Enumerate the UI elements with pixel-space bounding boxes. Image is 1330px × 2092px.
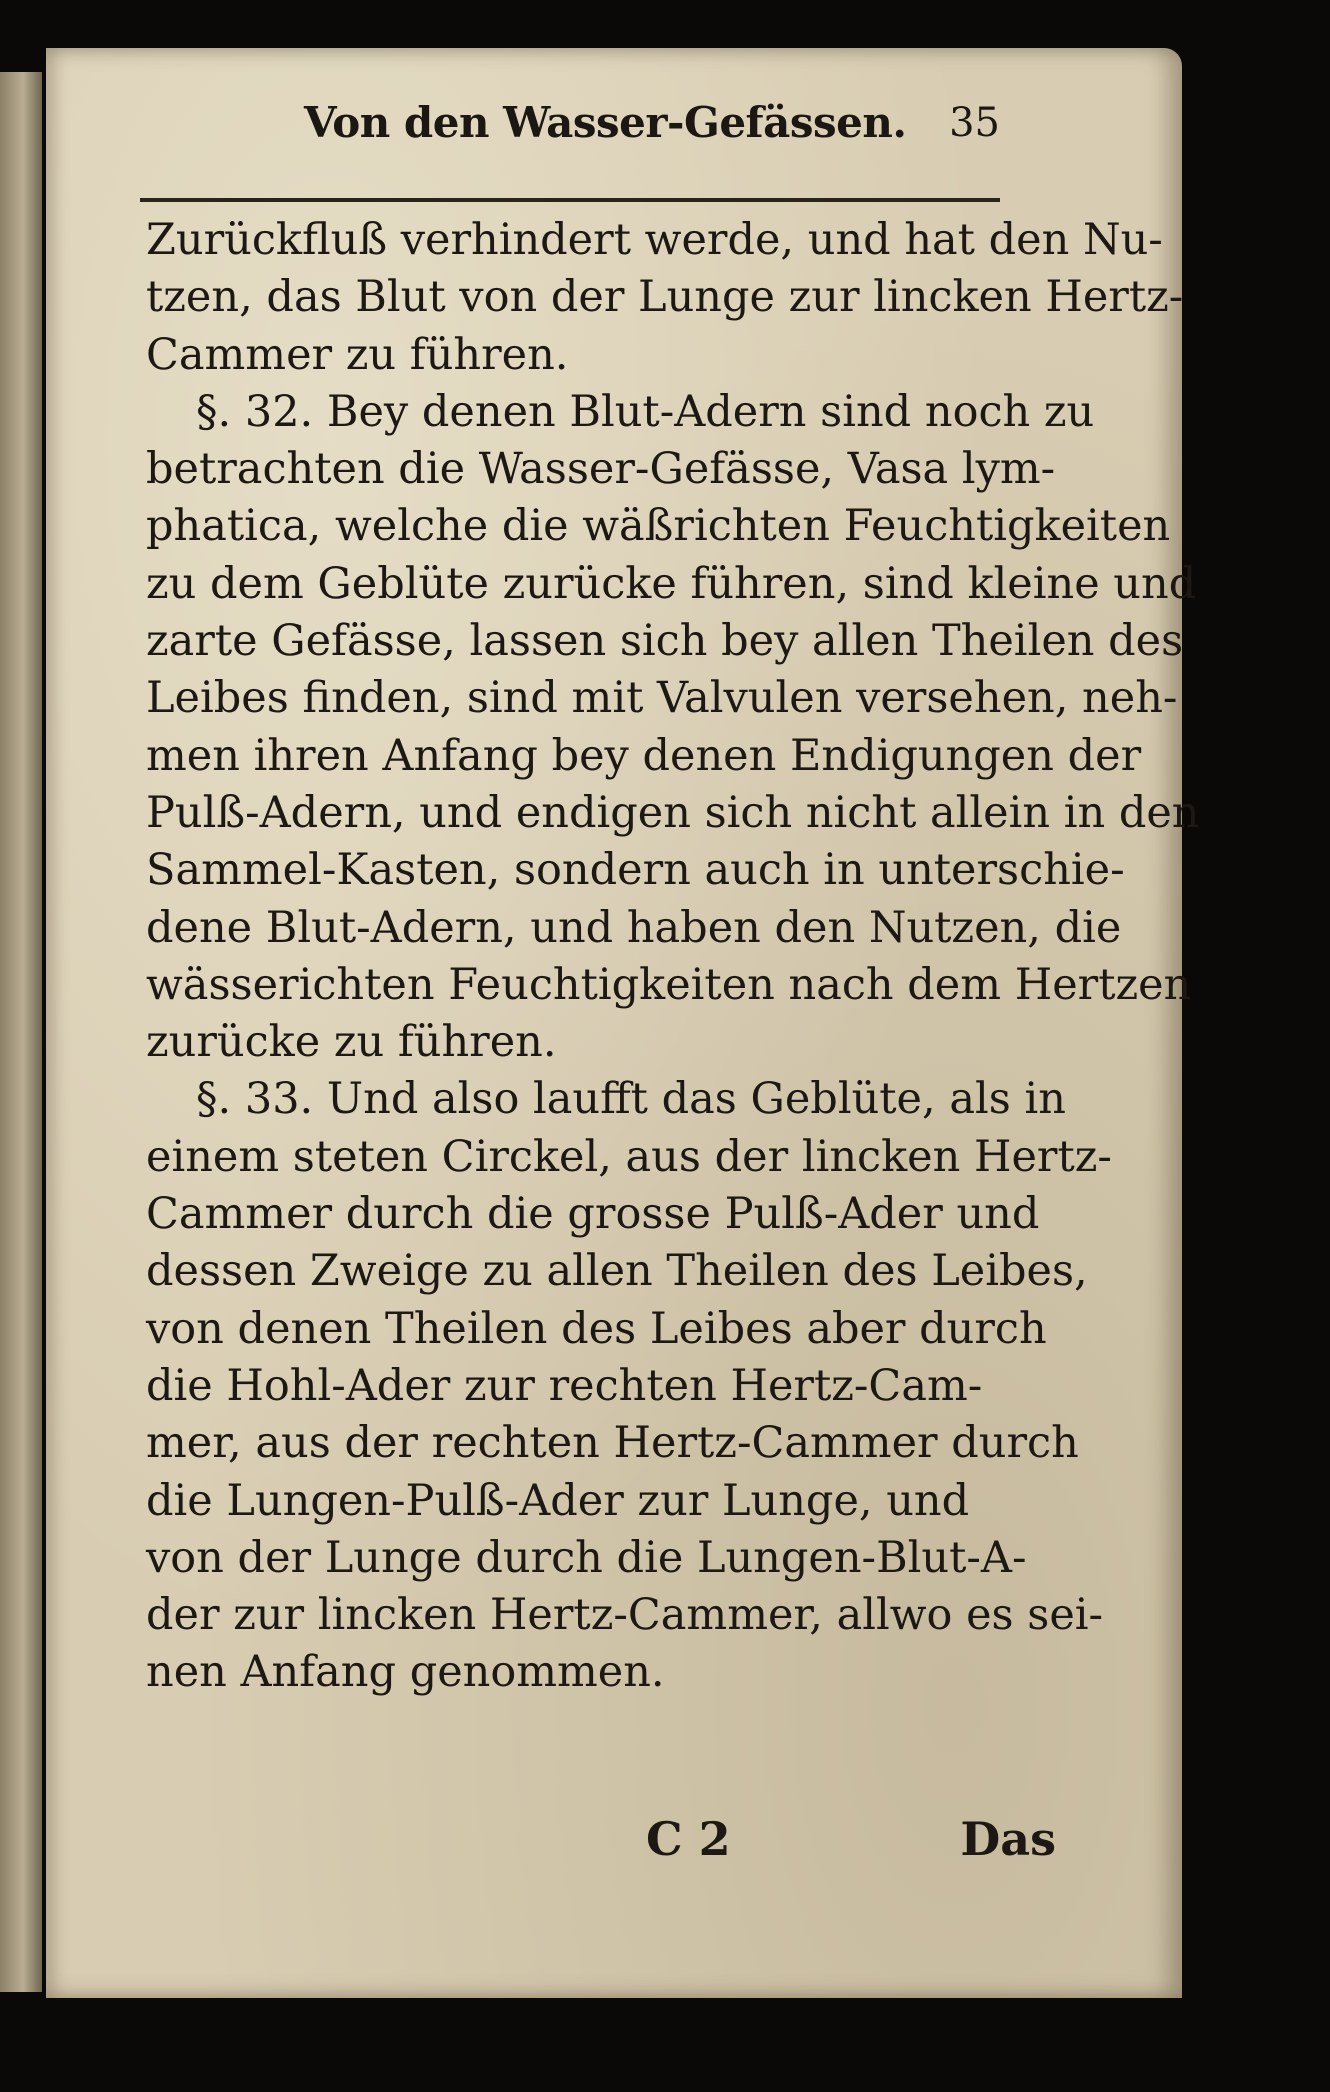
text-line: Pulß-Adern, und endigen sich nicht allein in den — [146, 787, 1200, 838]
catchword: Das — [960, 1812, 1056, 1866]
text-line: einem steten Circkel, aus der lincken Hertz- — [146, 1131, 1112, 1182]
page-number: 35 — [949, 100, 1000, 146]
signature-mark: C 2 — [646, 1812, 731, 1866]
text-line: Leibes finden, sind mit Valvulen versehen, neh- — [146, 673, 1178, 724]
text-line: dene Blut-Adern, und haben den Nutzen, die — [146, 902, 1122, 953]
text-line: zu dem Geblüte zurücke führen, sind kleine und — [146, 558, 1197, 609]
text-line: Zurückfluß verhindert werde, und hat den Nu- — [146, 215, 1163, 265]
text-line: von der Lunge durch die Lungen-Blut-A- — [146, 1532, 1027, 1583]
text-line: Sammel-Kasten, sondern auch in unterschie- — [146, 845, 1125, 896]
text-line: mer, aus der rechten Hertz-Cammer durch — [146, 1418, 1079, 1469]
text-line: zarte Gefässe, lassen sich bey allen Theilen des — [146, 616, 1184, 667]
paragraph-32-start: §. 32. Bey denen Blut-Adern sind noch zu — [196, 386, 1095, 437]
text-line: Cammer durch die grosse Pulß-Ader und — [146, 1189, 1040, 1240]
text-line: die Lungen-Pulß-Ader zur Lunge, und — [146, 1475, 970, 1526]
text-line: tzen, das Blut von der Lunge zur lincken Hertz- — [146, 272, 1184, 323]
paragraph-33-start: §. 33. Und also laufft das Geblüte, als in — [196, 1074, 1066, 1125]
text-line: betrachten die Wasser-Gefässe, Vasa lym- — [146, 444, 1056, 495]
text-line: die Hohl-Ader zur rechten Hertz-Cam- — [146, 1360, 983, 1411]
page-footer — [146, 1812, 1056, 1882]
running-title: Von den Wasser-Gefässen. — [304, 98, 907, 147]
text-line: Cammer zu führen. — [146, 329, 569, 380]
text-line: phatica, welche die wäßrichten Feuchtigkeiten — [146, 501, 1171, 552]
header-rule — [140, 198, 1000, 202]
text-line: dessen Zweige zu allen Theilen des Leibes, — [146, 1246, 1088, 1297]
previous-page-edge — [0, 72, 42, 1992]
text-line: der zur lincken Hertz-Cammer, allwo es sei- — [146, 1590, 1104, 1641]
text-line: nen Anfang genommen. — [146, 1647, 665, 1698]
text-line: men ihren Anfang bey denen Endigungen der — [146, 730, 1142, 781]
page-header — [104, 90, 1000, 160]
body-text — [146, 212, 1200, 1702]
text-line: von denen Theilen des Leibes aber durch — [146, 1303, 1047, 1354]
text-line: wässerichten Feuchtigkeiten nach dem Hertzen — [146, 959, 1192, 1010]
text-line: zurücke zu führen. — [146, 1017, 557, 1068]
